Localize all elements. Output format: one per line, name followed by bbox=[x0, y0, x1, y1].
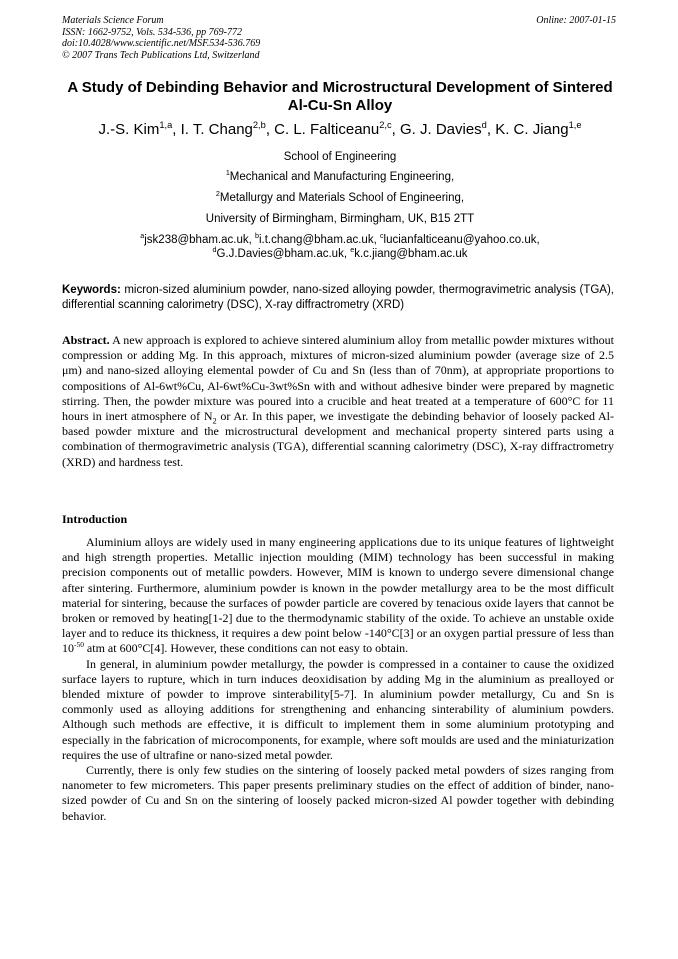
email-mark: e bbox=[350, 246, 355, 255]
copyright-line: © 2007 Trans Tech Publications Ltd, Switzerland bbox=[62, 49, 260, 61]
university-line: University of Birmingham, Birmingham, UK, B15 2TT bbox=[205, 213, 475, 225]
issn-line: ISSN: 1662-9752, Vols. 534-536, pp 769-772 bbox=[62, 26, 242, 38]
author-name: I. T. Chang bbox=[180, 121, 253, 138]
abstract-subscript: 2 bbox=[212, 416, 217, 426]
affil-text: Mechanical and Manufacturing Engineering, bbox=[229, 171, 455, 183]
paragraph-text: Aluminium alloys are widely used in many engineering applications due to its unique features of lightweight and high strength properties. Metallic injection moulding (MIM) technology has been successful in making precision components out of metallic powders. However, MIM is known to undergo severe dimensional change after sintering. Furthermore, aluminium powder is known in the powder metallurgy area to be the most difficult material for sintering, because the surfaces of powder particle are covered by tenacious oxide layers that cannot be broken or removed by heating[1-2] due to the thermodynamic stability of the oxide. To achieve an unstable oxide layer and to reduce its thickness, it requires a dew point below -140°C[3] or an oxygen partial pressure of less than 10 bbox=[62, 535, 614, 656]
online-date: Online: 2007-01-15 bbox=[536, 15, 616, 26]
intro-paragraph-2: In general, in aluminium powder metallurgy, the powder is compressed in a container to cause the oxidized surface layers to rupture, which in turn induces deoxidisation by adding Mg in the aluminium as prealloyed or blended mixture of powder to improve sinterability[5-7]. In aluminium powder metallurgy, Cu and Sn is commonly used as alloying additions for strengthening and enhancing sinterability of aluminium powders. Although such methods are effective, it is difficult to implement them in some aluminium prototyping and especially in the fabrication of microcomponents, for example, where soft moulds are used and the miniaturization requires the use of ultrafine or nano-sized metal powder. bbox=[62, 656, 614, 762]
exponent: -50 bbox=[74, 640, 84, 650]
journal-header bbox=[62, 15, 618, 61]
intro-paragraph-1 bbox=[62, 535, 614, 657]
affil-mark: 1 bbox=[225, 169, 230, 178]
abstract-text: A new approach is explored to achieve sintered aluminium alloy from metallic powder mixtures without compression or adding Mg. In this approach, mixtures of micron-sized aluminium powder (average size of 2.5 μm) and nano-sized alloying elemental powder of Cu and Sn (less than of 70nm), at appropriate proportions to compositions of Al-6wt%Cu, Al-6wt%Cu-3wt%Sn with and without adhesive binder were prepared by magnetic stirring. Then, the powder mixture was poured into a crucible and heat treated at a temperature of 600°C for 11 hours in inert atmosphere of N bbox=[62, 333, 614, 424]
author-name: C. L. Falticeanu bbox=[274, 121, 380, 138]
keywords-block bbox=[62, 283, 614, 313]
author-separator: , bbox=[486, 121, 496, 138]
email-mark: b bbox=[255, 232, 259, 241]
email-address: k.c.jiang@bham.ac.uk bbox=[354, 248, 468, 260]
email-line-2 bbox=[62, 247, 618, 261]
author-list bbox=[62, 121, 618, 139]
email-mark: c bbox=[379, 232, 384, 241]
author-separator: , bbox=[391, 121, 400, 138]
affil-text: Metallurgy and Materials School of Engineering, bbox=[219, 192, 465, 204]
author-affil-mark: d bbox=[481, 120, 487, 130]
email-address: jsk238@bham.ac.uk, bbox=[144, 234, 256, 246]
affiliation-1 bbox=[62, 170, 618, 184]
author-affil-mark: 2,c bbox=[379, 120, 392, 130]
journal-name: Materials Science Forum bbox=[62, 15, 164, 26]
abstract-block bbox=[62, 333, 614, 470]
school-line: School of Engineering bbox=[283, 151, 397, 163]
abstract-text: or Ar. In this paper, we investigate the debinding behavior of loosely packed Al-based powder mixture and the microstructural development and mechanical property sintered parts using a combination of thermogravimetric analysis (TGA), differential scanning calorimetry (DSC), X-ray diffractrometry (XRD) and hardness test. bbox=[62, 409, 614, 469]
introduction-body bbox=[62, 535, 614, 824]
email-mark: d bbox=[212, 246, 217, 255]
author-affil-mark: 1,e bbox=[568, 120, 582, 130]
author-affil-mark: 2,b bbox=[252, 120, 266, 130]
author-name: G. J. Davies bbox=[399, 121, 482, 138]
affiliation-2 bbox=[62, 191, 618, 205]
author-separator: , bbox=[265, 121, 275, 138]
paper-title: A Study of Debinding Behavior and Microstructural Development of Sintered Al-Cu-Sn Alloy bbox=[67, 79, 613, 114]
paragraph-text: atm at 600°C[4]. However, these conditions can not easy to obtain. bbox=[83, 641, 409, 656]
keywords-text: micron-sized aluminium powder, nano-sized alloying powder, thermogravimetric analysis (TGA), differential scanning calorimetry (DSC), X-ray diffractrometry (XRD) bbox=[62, 284, 614, 311]
author-separator: , bbox=[172, 121, 181, 138]
keywords-label: Keywords: bbox=[62, 284, 121, 296]
doi-line: doi:10.4028/www.scientific.net/MSF.534-536.769 bbox=[62, 38, 261, 49]
section-heading-introduction: Introduction bbox=[62, 512, 128, 526]
email-mark: a bbox=[140, 232, 145, 241]
email-address: i.t.chang@bham.ac.uk, bbox=[258, 234, 380, 246]
intro-paragraph-3: Currently, there is only few studies on the sintering of loosely packed metal powders of sizes ranging from nanometer to few micrometers. This paper presents preliminary studies on the effect of addition of binder, nano-sized powder of Cu and Sn on the sintering of loosely packed micron-sized Al powder together with debinding behavior. bbox=[62, 763, 614, 823]
author-name: K. C. Jiang bbox=[495, 121, 569, 138]
email-address: G.J.Davies@bham.ac.uk, bbox=[216, 248, 351, 260]
abstract-label: Abstract. bbox=[62, 333, 110, 347]
email-line-1 bbox=[62, 233, 618, 247]
affil-mark: 2 bbox=[215, 190, 220, 199]
author-affil-mark: 1,a bbox=[159, 120, 173, 130]
email-address: lucianfalticeanu@yahoo.co.uk, bbox=[383, 234, 540, 246]
author-name: J.-S. Kim bbox=[98, 121, 160, 138]
